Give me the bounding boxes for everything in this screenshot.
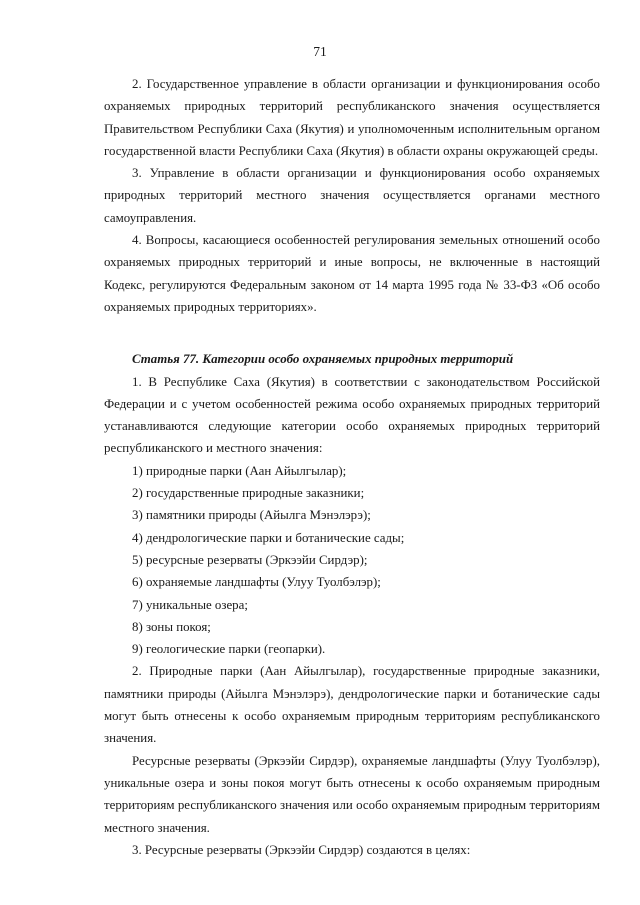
category-list xyxy=(104,460,600,661)
paragraph-land-relations: 4. Вопросы, касающиеся особенностей регулирования земельных отношений особо охраняемых природных территорий и иные вопросы, не включенные в настоящий Кодекс, регулируются Федеральным законом от 14 марта 1995 года № 33-ФЗ «Об особо охраняемых природных территориях». xyxy=(104,233,600,314)
page-number: 71 xyxy=(313,44,327,59)
document-body xyxy=(104,73,600,861)
list-item: 1) природные парки (Аан Айылгылар); xyxy=(132,463,347,478)
article-title: Статья 77. Категории особо охраняемых природных территорий xyxy=(132,352,514,367)
list-item: 8) зоны покоя; xyxy=(132,619,211,634)
paragraph-state-management: 2. Государственное управление в области организации и функционирования особо охраняемых природных территорий республиканского значения осуществляется Правительством Республики Саха (Якутия) и уполномоченным исполнительным органом государственной власти Республики Саха (Якутия) в области охраны окружающей среды. xyxy=(104,77,600,158)
list-item: 2) государственные природные заказники; xyxy=(132,486,365,501)
list-item: 4) дендрологические парки и ботанические сады; xyxy=(132,530,405,545)
list-item: 9) геологические парки (геопарки). xyxy=(132,642,326,657)
list-item: 7) уникальные озера; xyxy=(132,597,248,612)
paragraph-republican-or-local: Ресурсные резерваты (Эркээйи Сирдэр), охраняемые ландшафты (Улуу Туолбэлэр), уникальные озера и зоны покоя могут быть отнесены к особо охраняемым природным территориям республиканского значения или особо охраняемым природным территориям местного значения. xyxy=(104,753,600,835)
list-item: 6) охраняемые ландшафты (Улуу Туолбэлэр); xyxy=(132,575,381,590)
paragraph-resource-reserves: 3. Ресурсные резерваты (Эркээйи Сирдэр) создаются в целях: xyxy=(132,842,471,857)
paragraph-republican-significance: 2. Природные парки (Аан Айылгылар), государственные природные заказники, памятники природы (Айылга Мэнэлэрэ), дендрологические парки и ботанические сады могут быть отнесены к особо охраняемым природным территориям республиканского значения. xyxy=(104,664,600,746)
article-intro-paragraph: 1. В Республике Саха (Якутия) в соответствии с законодательством Российской Федерации и с учетом особенностей режима особо охраняемых природных территорий устанавливаются следующие категории особо охраняемых природных территорий республиканского и местного значения: xyxy=(104,374,600,456)
paragraph-local-management: 3. Управление в области организации и функционирования особо охраняемых природных территорий местного значения осуществляется органами местного самоуправления. xyxy=(104,166,600,225)
list-item: 3) памятники природы (Айылга Мэнэлэрэ); xyxy=(132,508,371,523)
list-item: 5) ресурсные резерваты (Эркээйи Сирдэр); xyxy=(132,552,368,567)
